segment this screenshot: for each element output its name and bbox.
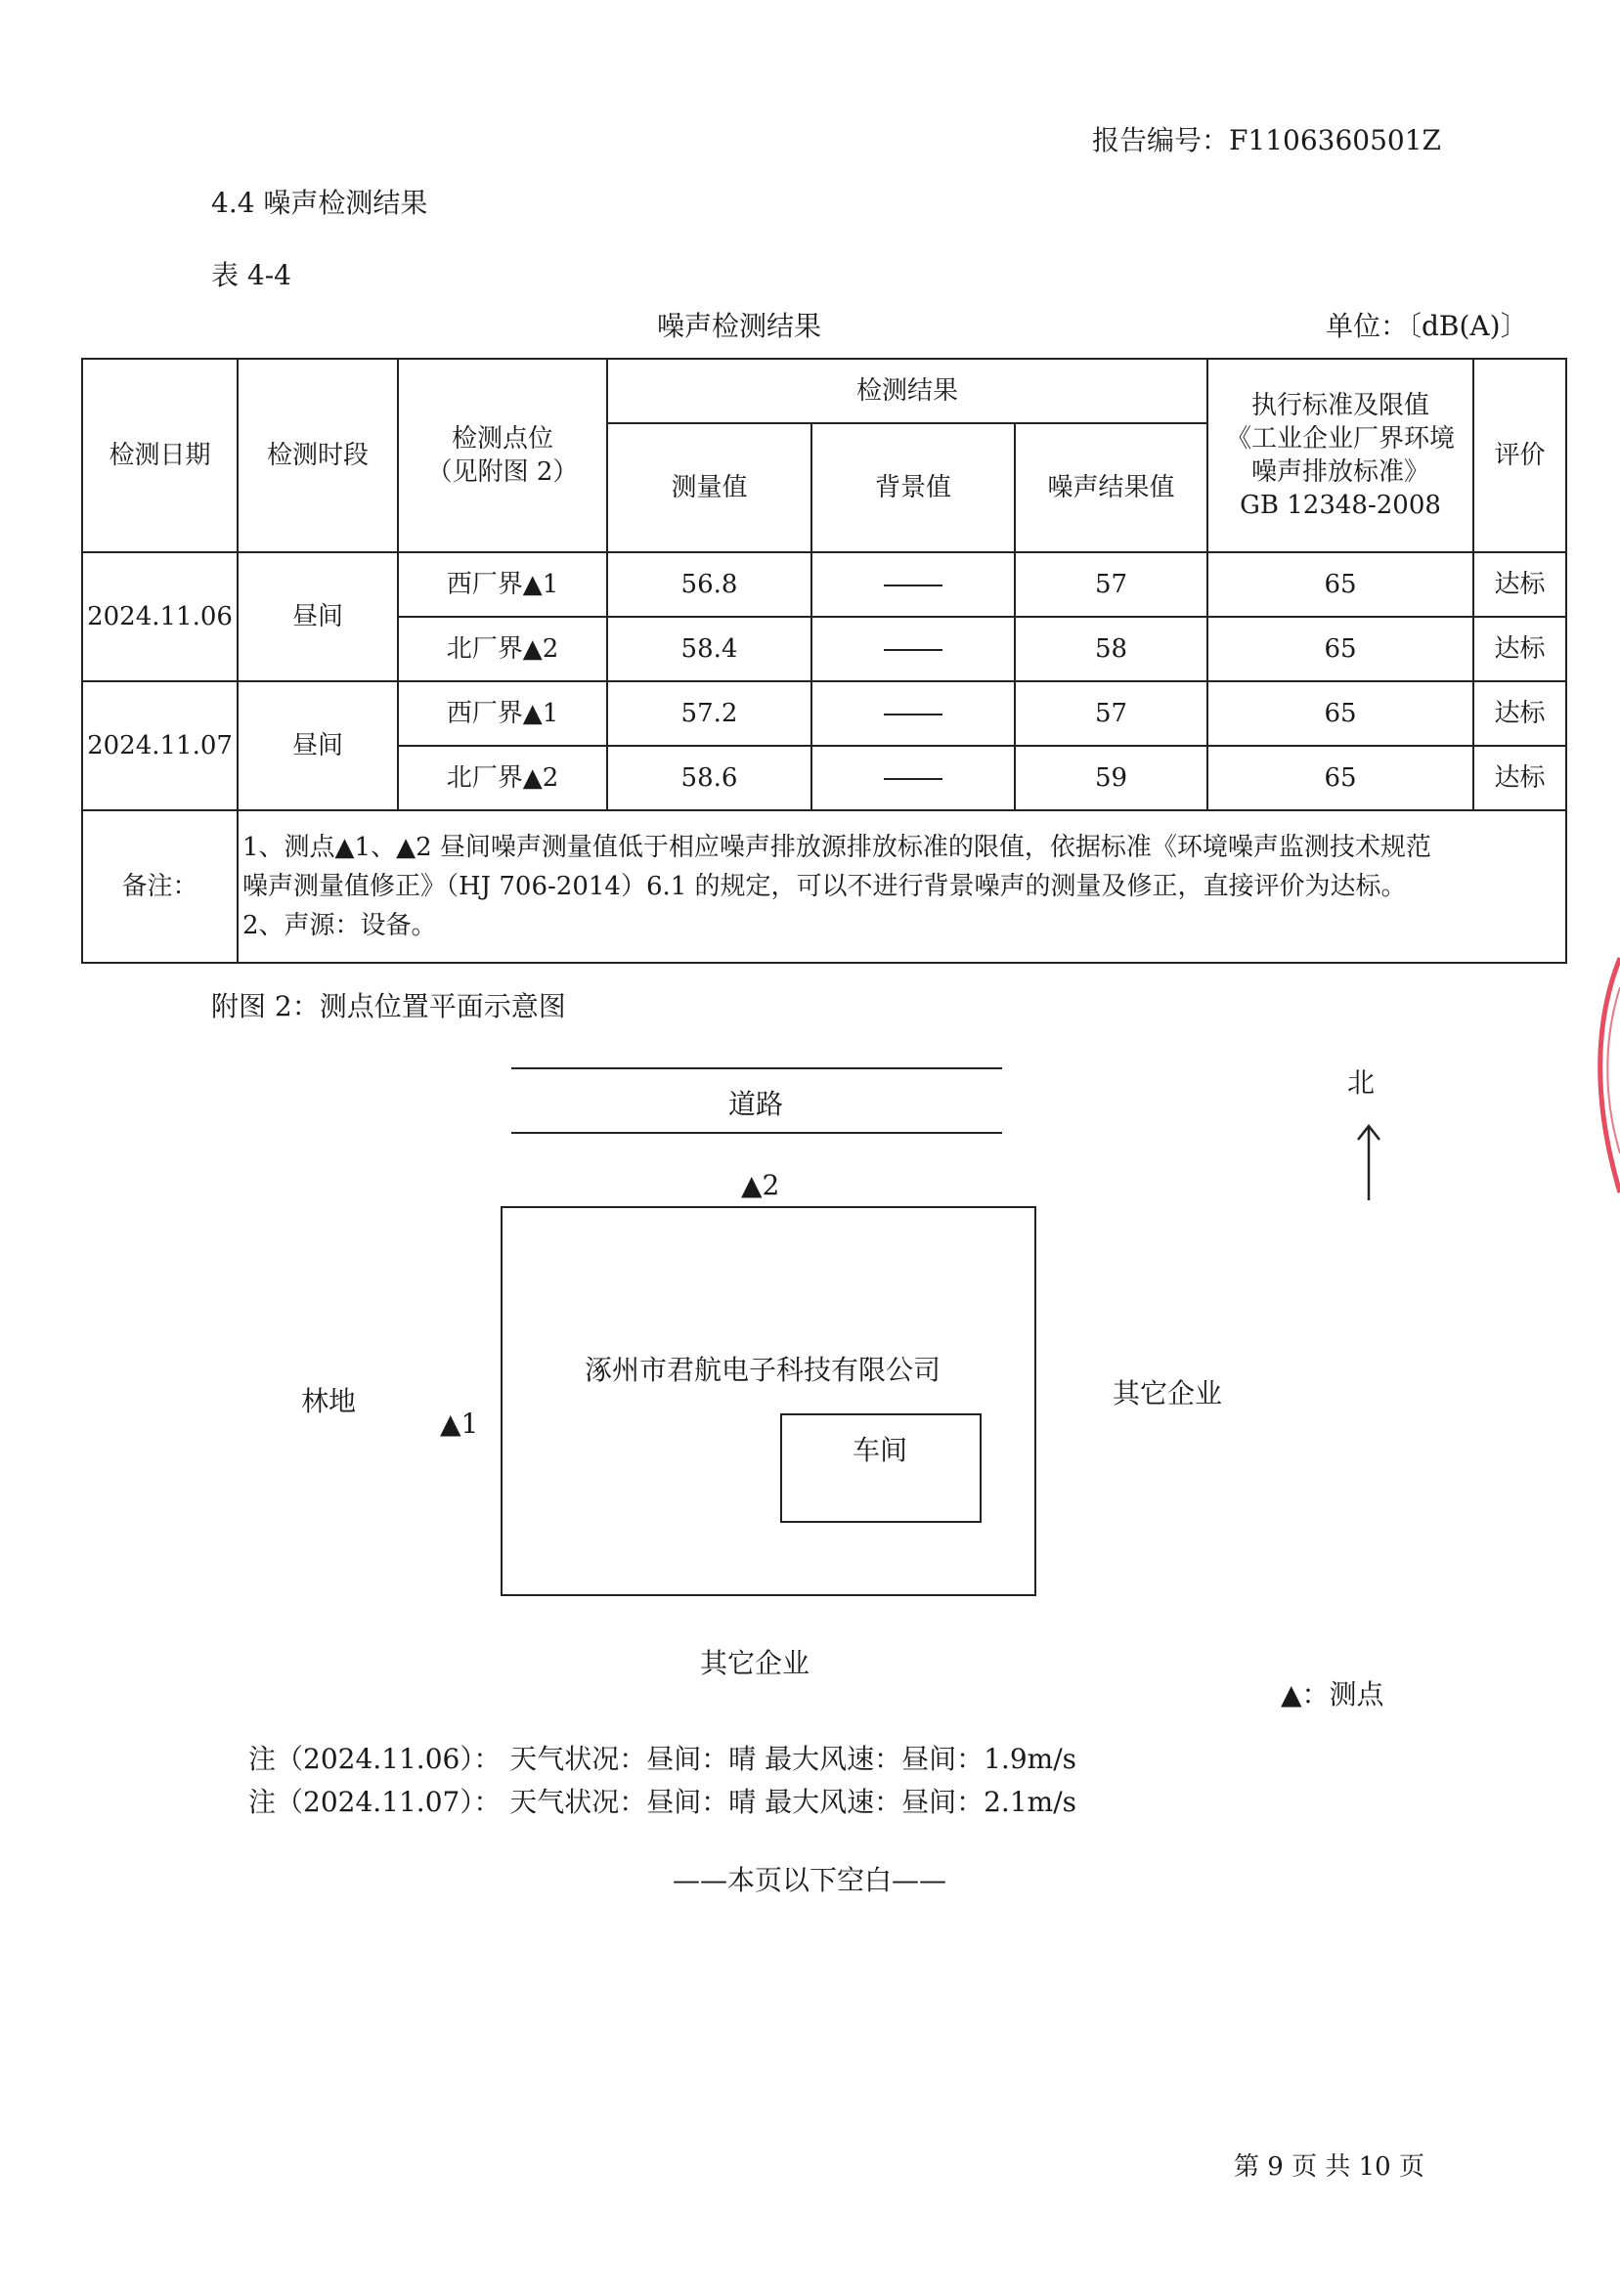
north-label: 北 (1347, 1066, 1376, 1099)
header-point-line1: 检测点位 (451, 424, 553, 454)
table-row (82, 681, 1566, 746)
noise-results-table (81, 358, 1567, 964)
background-dash (884, 778, 942, 780)
result-cell: 57 (1015, 552, 1207, 617)
background-cell (811, 617, 1015, 681)
header-evaluation: 评价 (1473, 359, 1566, 552)
remark-line-2: 噪声测量值修正》（HJ 706-2014）6.1 的规定，可以不进行背景噪声的测量及修正，直接评价为达标。 (242, 872, 1407, 901)
remark-line-3: 2、声源：设备。 (242, 911, 437, 940)
remarks-text (238, 810, 1566, 963)
remark-line-1: 1、测点▲1、▲2 昼间噪声测量值低于相应噪声排放源排放标准的限值，依据标准《环境噪声监测技术规范 (242, 833, 1431, 862)
background-dash (884, 585, 942, 586)
measured-cell: 58.4 (607, 617, 811, 681)
weather-note-1: 注（2024.11.06）： 天气状况：昼间：晴 最大风速：昼间：1.9m/s (248, 1743, 1077, 1775)
result-cell: 59 (1015, 746, 1207, 810)
header-result-group: 检测结果 (607, 359, 1207, 423)
report-number: 报告编号：F1106360501Z (1091, 124, 1441, 156)
date-cell: 2024.11.06 (82, 552, 238, 681)
limit-cell: 65 (1207, 617, 1473, 681)
header-date: 检测日期 (82, 359, 238, 552)
background-cell (811, 552, 1015, 617)
header-point-line2: （见附图 2） (426, 457, 579, 487)
remarks-row (82, 810, 1566, 963)
measured-cell: 57.2 (607, 681, 811, 746)
red-seal-edge (1581, 948, 1620, 1202)
measured-cell: 58.6 (607, 746, 811, 810)
point-cell: 西厂界▲1 (398, 681, 607, 746)
measure-point-1: ▲1 (440, 1408, 479, 1440)
road-label: 道路 (728, 1088, 784, 1120)
background-cell (811, 746, 1015, 810)
header-noise-result: 噪声结果值 (1015, 423, 1207, 552)
header-period: 检测时段 (238, 359, 398, 552)
company-name: 涿州市君航电子科技有限公司 (585, 1354, 941, 1386)
header-point (398, 359, 607, 552)
company-boundary (501, 1206, 1036, 1596)
header-standard-line1: 执行标准及限值 (1251, 391, 1430, 420)
table-label: 表 4-4 (211, 259, 291, 291)
measure-point-2: ▲2 (741, 1169, 780, 1201)
page-number: 第 9 页 共 10 页 (1234, 2152, 1424, 2182)
period-cell: 昼间 (238, 552, 398, 681)
unit-label: 单位：〔dB(A)〕 (1326, 310, 1528, 342)
background-dash (884, 714, 942, 715)
road-edge-top (511, 1067, 1002, 1069)
period-cell: 昼间 (238, 681, 398, 810)
header-standard-line2: 《工业企业厂界环境 (1226, 424, 1456, 454)
header-measured: 测量值 (607, 423, 811, 552)
blank-below-marker: ——本页以下空白—— (673, 1864, 947, 1896)
table-caption: 噪声检测结果 (657, 310, 822, 342)
west-neighbor: 林地 (301, 1385, 357, 1417)
header-standard-line3: 噪声排放标准》 (1251, 457, 1430, 487)
background-dash (884, 649, 942, 651)
point-cell: 北厂界▲2 (398, 746, 607, 810)
limit-cell: 65 (1207, 746, 1473, 810)
result-cell: 58 (1015, 617, 1207, 681)
evaluation-cell: 达标 (1473, 617, 1566, 681)
north-arrow-icon (1356, 1122, 1381, 1202)
result-cell: 57 (1015, 681, 1207, 746)
figure-title: 附图 2：测点位置平面示意图 (211, 990, 566, 1022)
limit-cell: 65 (1207, 552, 1473, 617)
east-neighbor: 其它企业 (1113, 1377, 1223, 1409)
header-standard (1207, 359, 1473, 552)
measured-cell: 56.8 (607, 552, 811, 617)
road-edge-bottom (511, 1132, 1002, 1134)
evaluation-cell: 达标 (1473, 552, 1566, 617)
section-title: 4.4 噪声检测结果 (211, 187, 428, 219)
remarks-label: 备注： (82, 810, 238, 963)
workshop-label: 车间 (853, 1434, 908, 1466)
table-row (82, 552, 1566, 617)
legend: ▲：测点 (1281, 1678, 1384, 1711)
evaluation-cell: 达标 (1473, 746, 1566, 810)
point-cell: 北厂界▲2 (398, 617, 607, 681)
header-standard-line4: GB 12348-2008 (1240, 491, 1441, 520)
south-neighbor: 其它企业 (700, 1647, 810, 1679)
point-cell: 西厂界▲1 (398, 552, 607, 617)
background-cell (811, 681, 1015, 746)
header-background: 背景值 (811, 423, 1015, 552)
limit-cell: 65 (1207, 681, 1473, 746)
date-cell: 2024.11.07 (82, 681, 238, 810)
weather-note-2: 注（2024.11.07）： 天气状况：昼间：晴 最大风速：昼间：2.1m/s (248, 1786, 1077, 1818)
evaluation-cell: 达标 (1473, 681, 1566, 746)
